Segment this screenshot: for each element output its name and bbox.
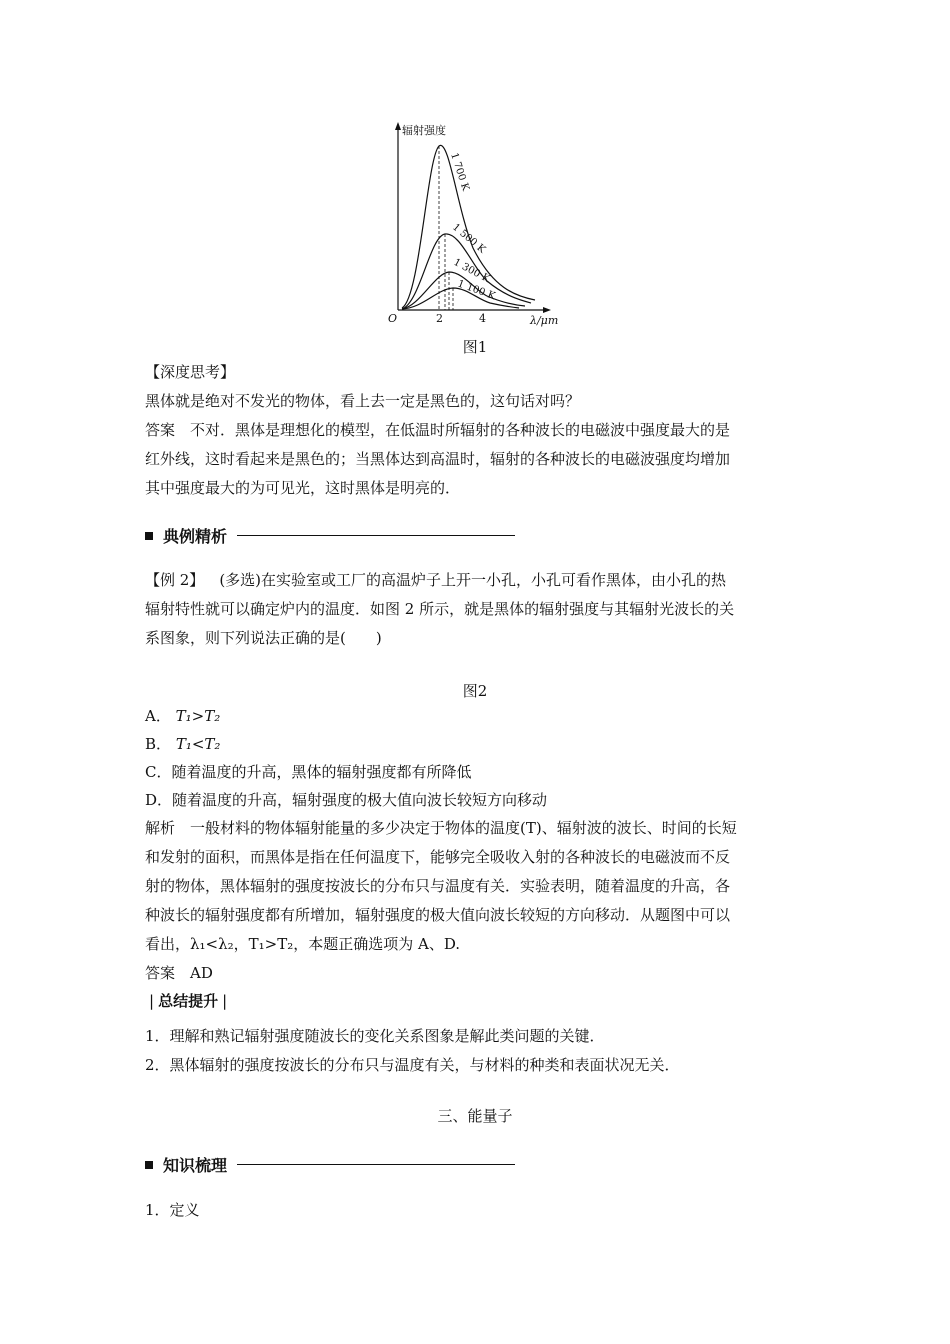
summary-item: 2．黑体辐射的强度按波长的分布只与温度有关，与材料的种类和表面状况无关． xyxy=(145,1056,680,1074)
analysis-line: 射的物体，黑体辐射的强度按波长的分布只与温度有关．实验表明，随着温度的升高，各 xyxy=(145,877,731,895)
answer-value: AD xyxy=(190,964,213,982)
figure2-caption: 图2 xyxy=(462,682,488,700)
series-label-1500k: 1 500 K xyxy=(450,221,488,256)
section-rule xyxy=(237,535,515,536)
series-label-1700k: 1 700 K xyxy=(448,151,471,193)
options-list xyxy=(145,702,810,814)
option-a: A． T₁>T₂ xyxy=(145,707,221,725)
option-c: C．随着温度的升高，黑体的辐射强度都有所降低 xyxy=(145,763,472,781)
example-tag: 【例 2】 xyxy=(145,571,205,589)
analysis-line: 和发射的面积，而黑体是指在任何温度下，能够完全吸收入射的各种波长的电磁波而不反 xyxy=(145,848,731,866)
part3-title: 三、能量子 xyxy=(437,1107,513,1125)
section-title: 知识梳理 xyxy=(163,1156,228,1175)
deep-think-heading: 【深度思考】 xyxy=(145,363,236,381)
stem-line: 系图象，则下列说法正确的是( ) xyxy=(145,629,382,647)
summary-item: 1．理解和熟记辐射强度随波长的变化关系图象是解此类问题的关键． xyxy=(145,1027,605,1045)
square-bullet-icon xyxy=(145,1161,153,1169)
square-bullet-icon xyxy=(145,532,153,540)
answer-line: 不对．黑体是理想化的模型，在低温时所辐射的各种波长的电磁波中强度最大的是 xyxy=(190,421,731,439)
origin-label: O xyxy=(388,312,398,325)
stem-line: (多选)在实验室或工厂的高温炉子上开一小孔，小孔可看作黑体，由小孔的热 xyxy=(219,571,727,589)
x-axis-label: λ/μm xyxy=(530,314,559,327)
option-d: D．随着温度的升高，辐射强度的极大值向波长较短方向移动 xyxy=(145,791,548,809)
section-rule xyxy=(237,1164,515,1165)
stem-line: 辐射特性就可以确定炉内的温度．如图 2 所示，就是黑体的辐射强度与其辐射光波长的关 xyxy=(145,600,735,618)
section-title: 典例精析 xyxy=(163,527,228,546)
analysis-line: 一般材料的物体辐射能量的多少决定于物体的温度(T)、辐射波的波长、时间的长短 xyxy=(190,819,737,837)
summary-heading: | 总结提升 | xyxy=(149,992,228,1010)
deep-think-answer xyxy=(145,416,810,503)
option-b: B． T₁<T₂ xyxy=(145,735,221,753)
series-label-1300k: 1 300 K xyxy=(451,256,492,286)
answer-label: 答案 xyxy=(145,964,176,982)
example2-stem xyxy=(145,566,810,653)
x-tick-label: 2 xyxy=(436,312,443,325)
summary-title: 总结提升 xyxy=(158,992,219,1010)
x-tick-label: 4 xyxy=(479,312,486,325)
deep-think-question: 黑体就是绝对不发光的物体，看上去一定是黑色的，这句话对吗？ xyxy=(145,392,581,410)
analysis-label: 解析 xyxy=(145,819,176,837)
series-label-1100k: 1 100 K xyxy=(455,278,497,303)
answer-line: 红外线，这时看起来是黑色的；当黑体达到高温时，辐射的各种波长的电磁波强度均增加 xyxy=(145,450,731,468)
analysis-line: 看出，λ₁<λ₂，T₁>T₂，本题正确选项为 A、D. xyxy=(145,935,461,953)
answer-label: 答案 xyxy=(145,421,176,439)
section-header-examples xyxy=(145,524,515,547)
y-axis-label: 辐射强度 xyxy=(402,124,446,137)
section-header-knowledge xyxy=(145,1153,515,1176)
blackbody-chart xyxy=(375,118,575,333)
answer-line: 其中强度最大的为可见光，这时黑体是明亮的． xyxy=(145,479,461,497)
x-axis-arrow xyxy=(543,307,551,313)
analysis-line: 种波长的辐射强度都有所增加，辐射强度的极大值向波长较短的方向移动．从题图中可以 xyxy=(145,906,731,924)
figure1-caption: 图1 xyxy=(462,338,488,356)
summary-list xyxy=(145,1022,810,1080)
analysis xyxy=(145,814,810,988)
definition-heading: 1．定义 xyxy=(145,1201,200,1219)
y-axis-arrow xyxy=(395,122,401,130)
